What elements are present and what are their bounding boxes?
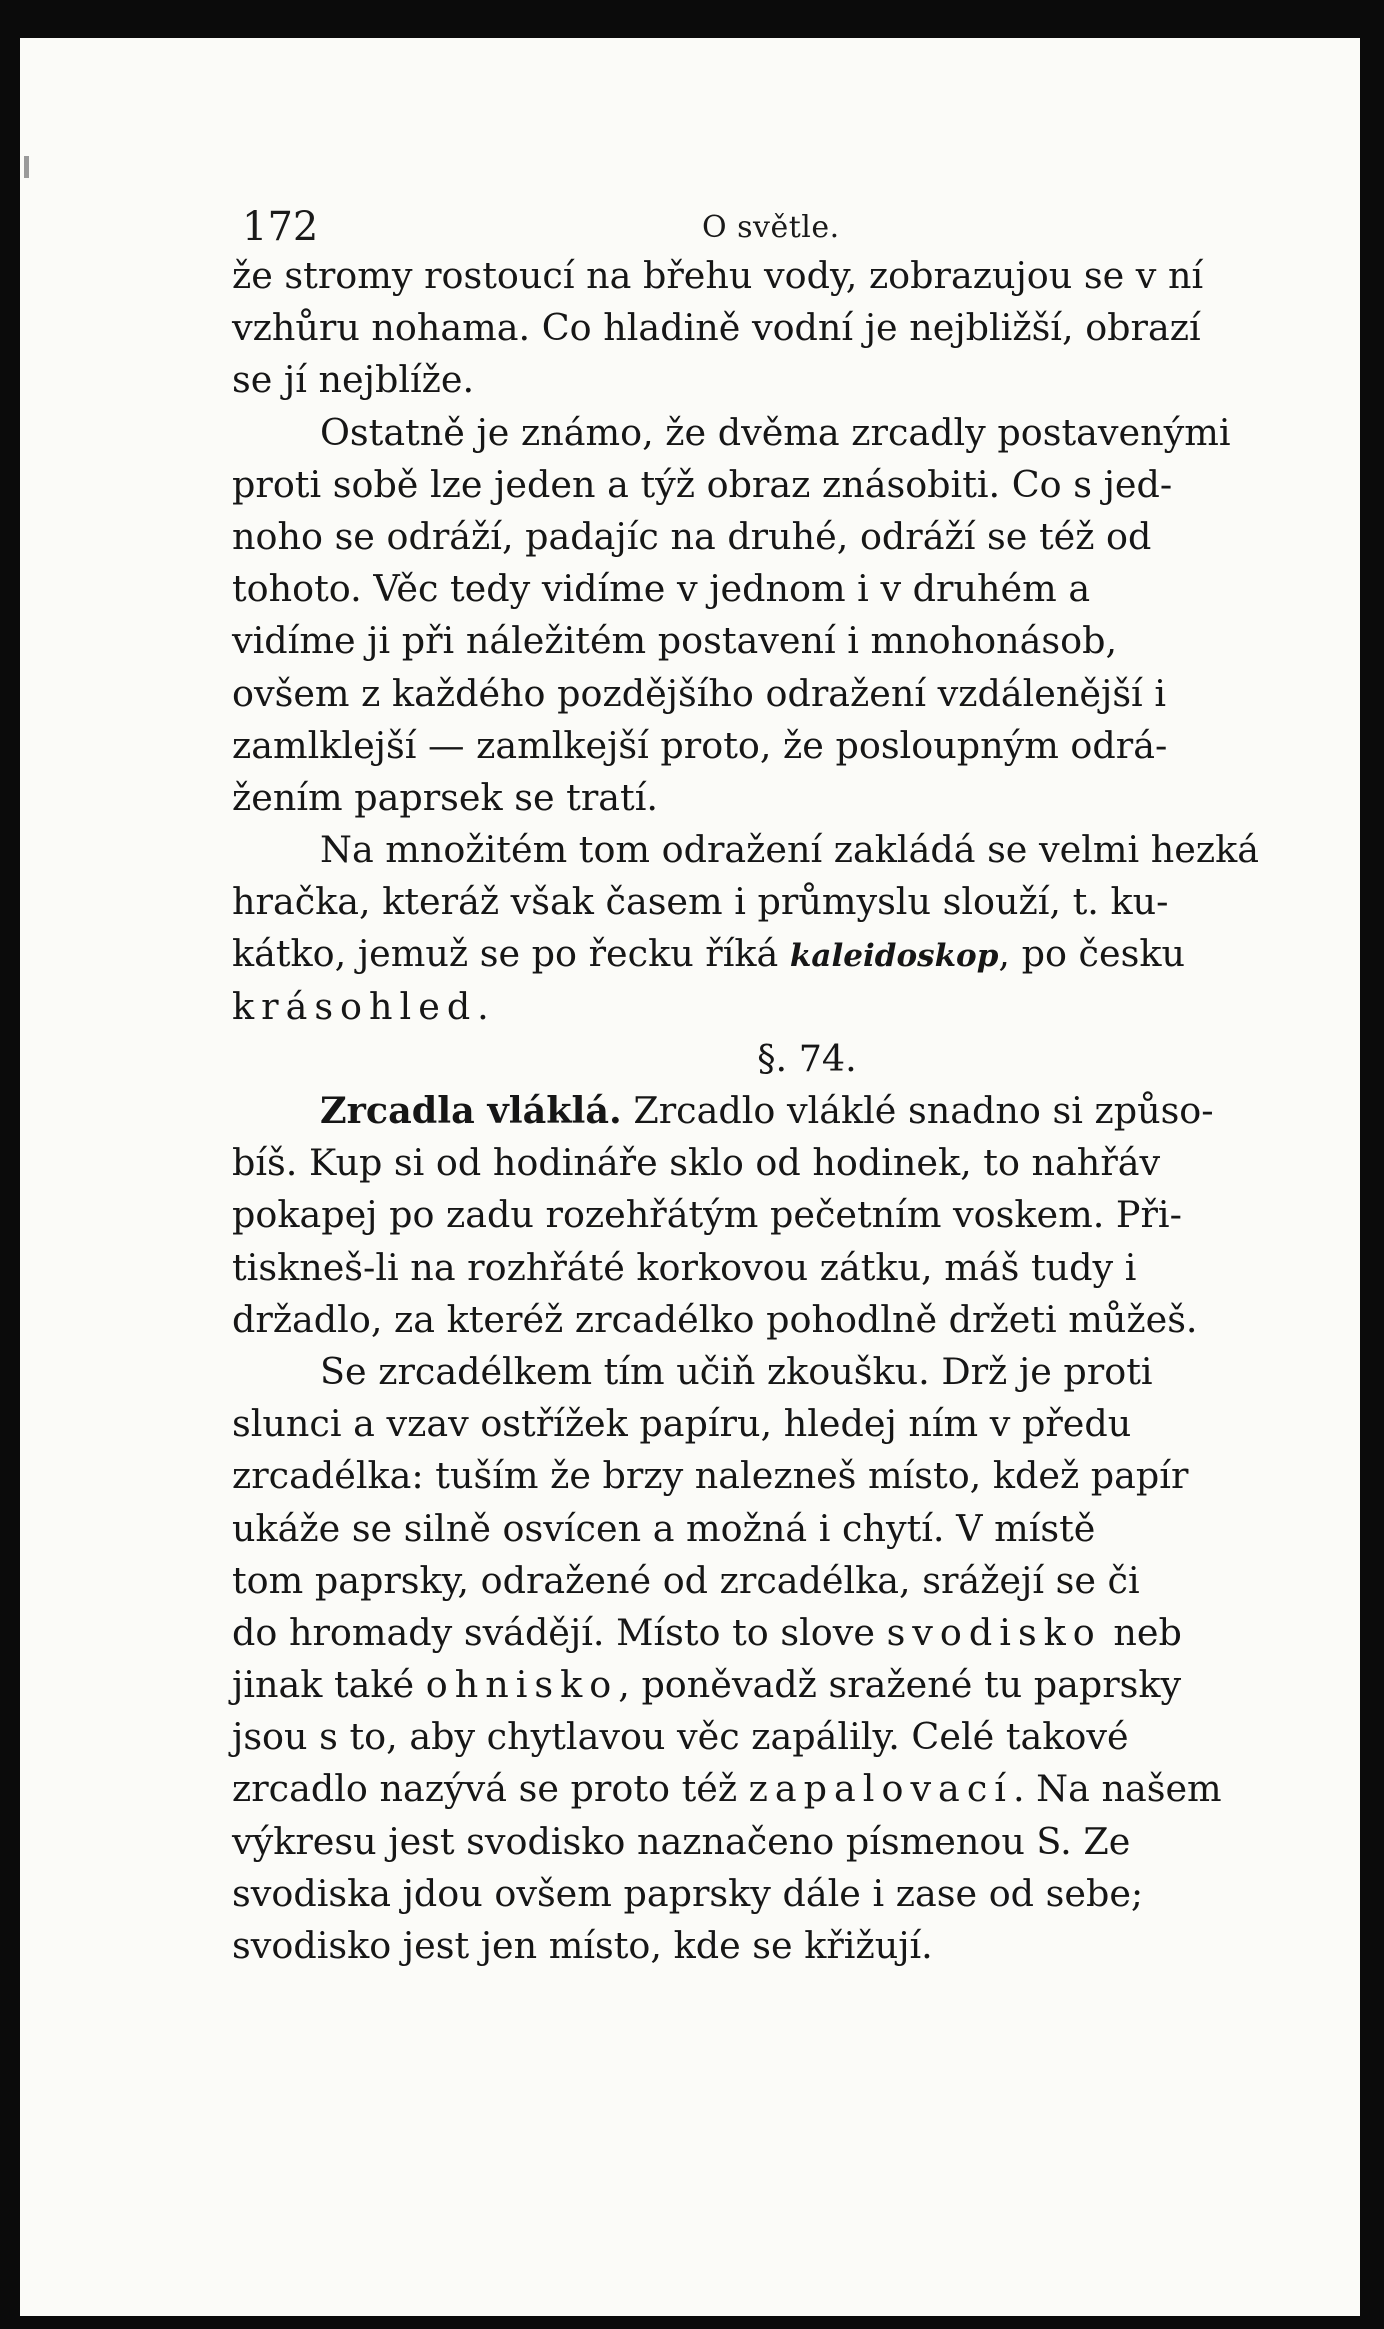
text-line: zamlklejší — zamlkejší proto, že posloupným odrá- bbox=[232, 723, 1168, 767]
text-line: ukáže se silně osvícen a možná i chytí. V místě bbox=[232, 1506, 1096, 1550]
text-line: že stromy rostoucí na břehu vody, zobrazujou se v ní bbox=[232, 254, 1204, 297]
text-line bbox=[232, 1763, 1262, 1815]
text-line: výkresu jest svodisko naznačeno písmenou S. Ze bbox=[232, 1819, 1131, 1863]
text-line: Na množitém tom odražení zakládá se velmi hezká bbox=[320, 828, 1260, 872]
text-line: svodisko jest jen místo, kde se křižují. bbox=[232, 1924, 933, 1967]
running-title: O světle. bbox=[702, 210, 840, 245]
text-line: ovšem z každého pozdějšího odražení vzdálenější i bbox=[232, 671, 1166, 715]
page-body bbox=[232, 250, 1262, 1972]
text-line: tom paprsky, odražené od zrcadélka, srážejí se či bbox=[232, 1558, 1140, 1602]
text-segment: kátko, jemuž se po řecku říká bbox=[232, 932, 790, 976]
text-line bbox=[232, 1085, 1262, 1137]
text-line: vzhůru nohama. Co hladině vodní je nejbližší, obrazí bbox=[232, 306, 1201, 350]
text-segment: do hromady svádějí. Místo to slove bbox=[232, 1610, 887, 1654]
text-line: pokapej po zadu rozehřátým pečetním voskem. Při- bbox=[232, 1193, 1182, 1237]
text-line: jsou s to, aby chytlavou věc zapálily. Celé takové bbox=[232, 1715, 1129, 1759]
text-line: hračka, kteráž však časem i průmyslu slouží, t. ku- bbox=[232, 880, 1169, 924]
text-segment: . Na našem bbox=[1012, 1767, 1222, 1811]
text-line bbox=[232, 1659, 1262, 1711]
text-line: noho se odráží, padajíc na druhé, odráží se též od bbox=[232, 514, 1152, 558]
text-line: žením paprsek se tratí. bbox=[232, 775, 658, 819]
text-line: držadlo, za kteréž zrcadélko pohodlně držeti můžeš. bbox=[232, 1297, 1198, 1341]
term-ohnisko: ohnisko bbox=[425, 1663, 619, 1707]
page-number: 172 bbox=[242, 204, 319, 250]
term-kaleidoskop: kaleidoskop bbox=[789, 938, 999, 975]
text-line: tiskneš-li na rozhřáté korkovou zátku, máš tudy i bbox=[232, 1245, 1137, 1289]
text-segment: , po česku bbox=[998, 932, 1185, 976]
section-lead-title: Zrcadla vláklá. bbox=[320, 1089, 622, 1132]
text-line: tohoto. Věc tedy vidíme v jednom i v druhém a bbox=[232, 567, 1091, 611]
text-line bbox=[232, 1607, 1262, 1659]
paragraph-3 bbox=[232, 824, 1262, 1033]
page-edge-mark bbox=[24, 156, 29, 178]
text-segment: jinak také bbox=[232, 1663, 426, 1707]
text-segment: neb bbox=[1101, 1610, 1182, 1654]
text-line: vidíme ji při náležitém postavení i mnohonásob, bbox=[232, 619, 1118, 663]
term-svodisko: svodisko bbox=[886, 1610, 1102, 1654]
text-segment: , poněvadž sražené tu paprsky bbox=[618, 1663, 1182, 1707]
page-header bbox=[242, 204, 1282, 254]
text-line: slunci a vzav ostřížek papíru, hledej ním v předu bbox=[232, 1402, 1132, 1446]
paragraph-2 bbox=[232, 407, 1262, 825]
paragraph-4 bbox=[232, 1085, 1262, 1346]
text-line: zrcadélka: tuším že brzy nalezneš místo, kdež papír bbox=[232, 1454, 1189, 1498]
text-line: proti sobě lze jeden a týž obraz znásobiti. Co s jed- bbox=[232, 462, 1173, 506]
term-zapalovaci: zapalovací bbox=[748, 1767, 1013, 1811]
paragraph-1 bbox=[232, 250, 1262, 407]
term-krasohled: krásohled. bbox=[232, 984, 496, 1028]
text-line bbox=[232, 928, 1262, 980]
text-line: Se zrcadélkem tím učiň zkoušku. Drž je proti bbox=[320, 1349, 1153, 1393]
text-line: bíš. Kup si od hodináře sklo od hodinek, to nahřáv bbox=[232, 1141, 1161, 1185]
paragraph-5 bbox=[232, 1346, 1262, 1972]
section-heading: §. 74. bbox=[757, 1036, 857, 1080]
text-line: se jí nejblíže. bbox=[232, 358, 475, 402]
text-segment: zrcadlo nazývá se proto též bbox=[232, 1767, 749, 1811]
text-segment: Zrcadlo vláklé snadno si způso- bbox=[621, 1089, 1214, 1132]
text-line: svodiska jdou ovšem paprsky dále i zase od sebe; bbox=[232, 1871, 1144, 1915]
text-line: Ostatně je známo, že dvěma zrcadly postavenými bbox=[320, 410, 1231, 454]
